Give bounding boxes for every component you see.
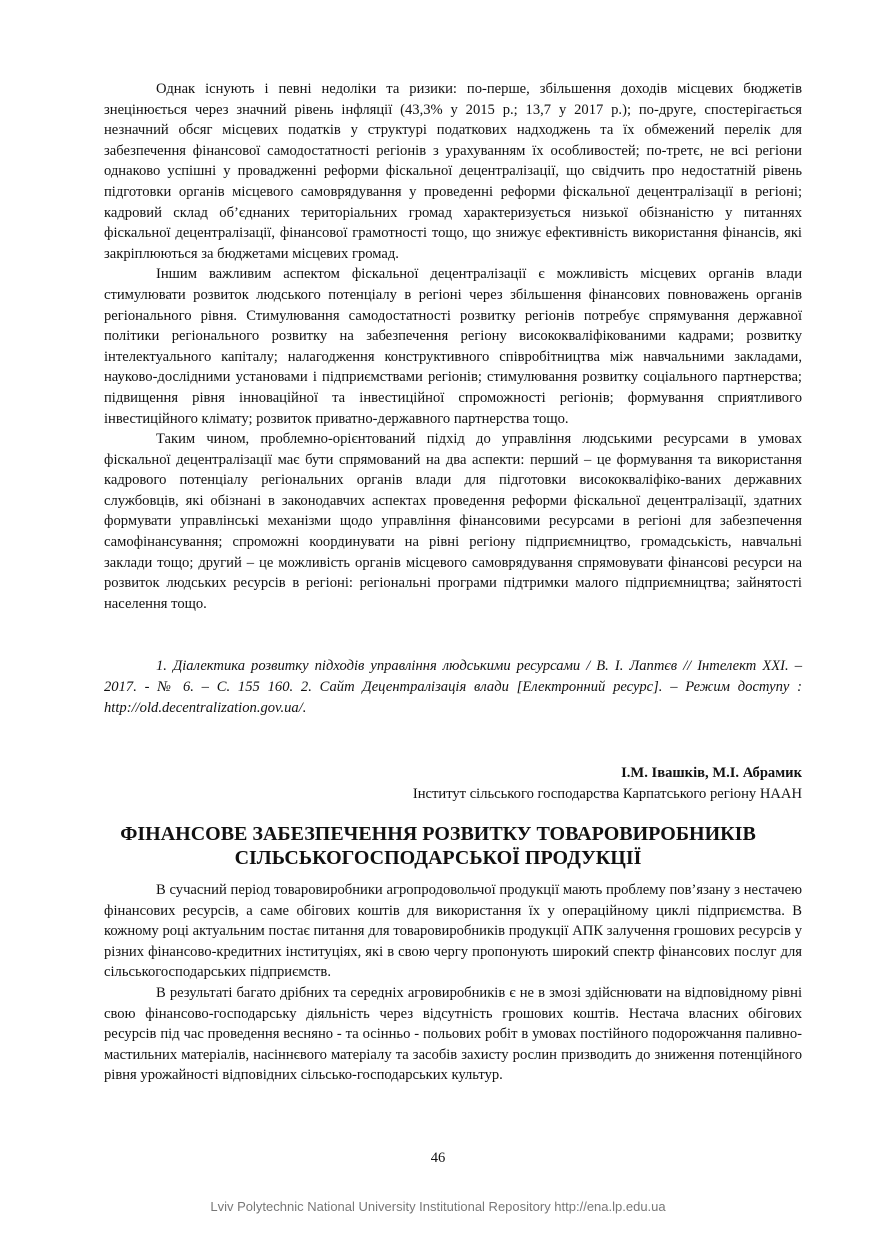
- paragraph: В сучасний період товаровиробники агропродовольчої продукції мають проблему пов’язану з нестачею фінансових ресурсів, а саме обігових коштів для використання їх у операційному циклі підприємства. В кожному році актуальним постає питання для товаровиробників продукції АПК залучення грошових ресурсів у різних фінансово-кредитних інституціях, які в свою чергу пропонують широкий спектр фінансових послуг для сільськогосподарських підприємств.: [104, 882, 802, 981]
- article-title: [60, 822, 816, 870]
- repository-footer: Lviv Polytechnic National University Institutional Repository http://ena.lp.edu.ua: [210, 1199, 666, 1214]
- affiliation: Інститут сільського господарства Карпатського регіону НААН: [412, 785, 802, 802]
- article-body: [104, 880, 802, 1086]
- reference-list: 1. Діалектика розвитку підходів управління людськими ресурсами / В. І. Лаптєв // Інтелект XXI. – 2017. - № 6. – С. 155 160. 2. Сайт Децентралізація влади [Електронний ресурс]. – Режим доступу : http://old.decentralization.gov.ua/.: [104, 658, 802, 716]
- paragraph: Однак існують і певні недоліки та ризики: по-перше, збільшення доходів місцевих бюджетів знецінюється через значний рівень інфляції (43,3% у 2015 р.; 13,7 у 2017 р.); по-друге, спостерігається незначний обсяг місцевих податків у структурі податкових надходжень та їх обмежений перелік для забезпечення фінансової самодостатності регіонів з урахуванням їх особливостей; по-третє, не всі регіони однаково успішні у провадженні реформи фіскальної децентралізації, що свідчить про недостатній рівень підготовки органів місцевого самоврядування у проведенні реформи фіскальної децентралізації в регіоні; кадровий склад об’єднаних територіальних громад характеризується низької обізнаністю у питаннях фіскальної децентралізації, фінансової грамотності тощо, що знижує ефективність використання фінансів, які закріплюються за бюджетами місцевих громад.: [104, 81, 802, 262]
- paragraph: Іншим важливим аспектом фіскальної децентралізації є можливість місцевих органів влади стимулювати розвиток людського потенціалу в регіоні через збільшення фінансових повноважень органів регіонального рівня. Стимулювання самодостатності розвитку регіонів потребує спрямування державної політики регіонального розвитку на забезпечення регіону висококваліфікованими кадрами; розвитку інтелектуального капіталу; налагодження конструктивного співробітництва між навчальними закладами, науково-дослідними установами і підприємствами регіонів; стимулювання розвитку соціального партнерства; підвищення рівня інноваційної та інвестиційної спроможності регіонів; формування сприятливого інвестиційного клімату; розвиток приватно-державного партнерства тощо.: [104, 266, 802, 427]
- title-line: ФІНАНСОВЕ ЗАБЕЗПЕЧЕННЯ РОЗВИТКУ ТОВАРОВИРОБНИКІВ: [120, 823, 756, 845]
- author-block: [413, 763, 802, 804]
- page-number: 46: [430, 1150, 446, 1166]
- authors: І.М. Івашків, М.І. Абрамик: [621, 765, 802, 781]
- paragraph: В результаті багато дрібних та середніх агровиробників є не в змозі здійснювати на відповідному рівні свою фінансово-господарську діяльність через відсутність грошових коштів. Нестача власних обігових ресурсів під час проведення весняно - та осінньо - польових робіт в умовах постійного подорожчання паливно-мастильних матеріалів, насіннєвого матеріалу та засобів захисту рослин призводить до зниження потенційного рівня урожайності відповідних сільсько-господарських культур.: [104, 984, 802, 1084]
- section-body: [104, 79, 802, 614]
- paragraph: Таким чином, проблемно-орієнтований підхід до управління людськими ресурсами в умовах фіскальної децентралізації має бути спрямований на два аспекти: перший – це формування та використання кадрового потенціалу регіональних органів влади для підготовки висококваліфіко-ваних державних службовців, які обізнані в законодавчих аспектах проведення реформи фіскальної децентралізації, здатних формувати управлінські механізми щодо управління фінансовими ресурсами в регіоні для забезпечення самофінансування; спроможні координувати на рівні регіону підприємництво, громадськість, навчальні заклади тощо; другий – це можливість органів місцевого самоврядування спрямовувати фінансові ресурси на розвиток людських ресурсів в регіоні: регіональні програми підтримки малого підприємництва; зайнятості населення тощо.: [104, 431, 802, 612]
- references: [104, 656, 802, 719]
- title-line: СІЛЬСЬКОГОСПОДАРСЬКОЇ ПРОДУКЦІЇ: [234, 847, 642, 869]
